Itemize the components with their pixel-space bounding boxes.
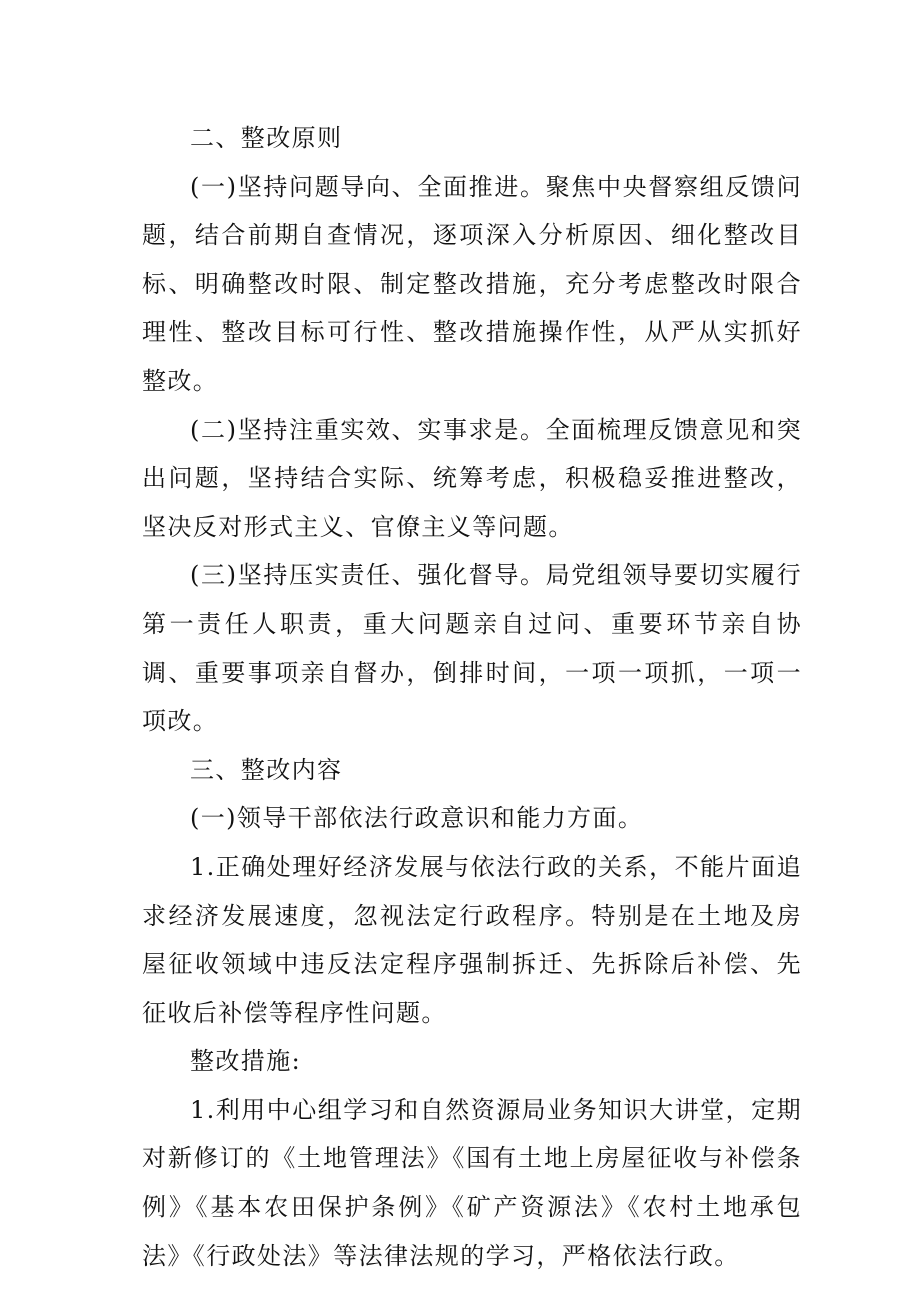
paragraph-principle-3: (三)坚持压实责任、强化督导。局党组领导要切实履行第一责任人职责，重大问题亲自过问、重要环节亲自协调、重要事项亲自督办，倒排时间，一项一项抓，一项一项改。 bbox=[142, 561, 802, 736]
paragraph-measure-1: 1.利用中心组学习和自然资源局业务知识大讲堂，定期对新修订的《土地管理法》《国有土地上房屋征收与补偿条例》《基本农田保护条例》《矿产资源法》《农村土地承包法》《行政处法》等法律法规的学习，严格依法行政。 bbox=[142, 1095, 802, 1270]
paragraph-principle-1: (一)坚持问题导向、全面推进。聚焦中央督察组反馈问题，结合前期自查情况，逐项深入分析原因、细化整改目标、明确整改时限、制定整改措施，充分考虑整改时限合理性、整改目标可行性、整改措施操作性，从严从实抓好整改。 bbox=[142, 172, 802, 395]
subheading-legal-administration: (一)领导干部依法行政意识和能力方面。 bbox=[190, 804, 644, 833]
paragraph-principle-2: (二)坚持注重实效、实事求是。全面梳理反馈意见和突出问题，坚持结合实际、统筹考虑，积极稳妥推进整改，坚决反对形式主义、官僚主义等问题。 bbox=[142, 415, 802, 541]
section-heading-rectification-principles: 二、整改原则 bbox=[190, 124, 343, 152]
document-body bbox=[142, 114, 802, 1280]
paragraph-issue-1: 1.正确处理好经济发展与依法行政的关系，不能片面追求经济发展速度，忽视法定行政程序。特别是在土地及房屋征收领域中违反法定程序强制拆迁、先拆除后补偿、先征收后补偿等程序性问题。 bbox=[142, 852, 802, 1027]
section-heading-rectification-content: 三、整改内容 bbox=[190, 755, 343, 784]
subheading-rectification-measures: 整改措施: bbox=[190, 1047, 302, 1076]
